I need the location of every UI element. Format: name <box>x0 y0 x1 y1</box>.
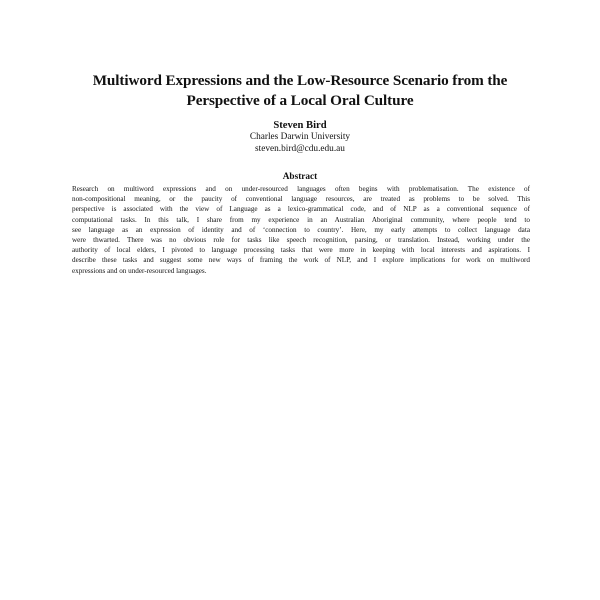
abstract-line: expressions and on under-resourced languages. <box>72 266 207 275</box>
abstract-line: non-compositional meaning, or the paucity of conventional language resources, are treated as problems to be solved. This <box>72 195 530 204</box>
author-block <box>150 119 450 155</box>
abstract-line: authority of local elders, I pivoted to language processing tasks that were more in keeping with local interests and aspirations. I <box>72 246 530 255</box>
abstract-line: were thwarted. There was no obvious role for tasks like speech recognition, parsing, or translation. Instead, working under the <box>72 236 530 245</box>
title-line-2: Perspective of a Local Oral Culture <box>186 92 414 109</box>
abstract-line: perspective is associated with the view of Language as a lexico-grammatical code, and of NLP as a conventional sequence of <box>72 205 530 214</box>
abstract-line: describe these tasks and suggest some new ways of framing the work of NLP, and I explore implications for work on multiword <box>72 256 530 265</box>
author-email: steven.bird@cdu.edu.au <box>255 143 345 154</box>
author-name: Steven Bird <box>273 120 327 131</box>
abstract-heading: Abstract <box>282 172 318 182</box>
abstract-line: Research on multiword expressions and on under-resourced languages often begins with problematisation. The existence of <box>72 185 530 193</box>
author-affiliation: Charles Darwin University <box>249 132 351 142</box>
abstract-body <box>72 184 530 276</box>
abstract-line: computational tasks. In this talk, I share from my experience in an Australian Aboriginal community, where people tend to <box>72 215 530 224</box>
abstract-line: see language as an expression of identity and of ‘connection to country’. Here, my early attempts to collect language data <box>72 225 530 234</box>
paper-title <box>60 71 540 111</box>
title-line-1: Multiword Expressions and the Low-Resource Scenario from the <box>92 72 508 89</box>
